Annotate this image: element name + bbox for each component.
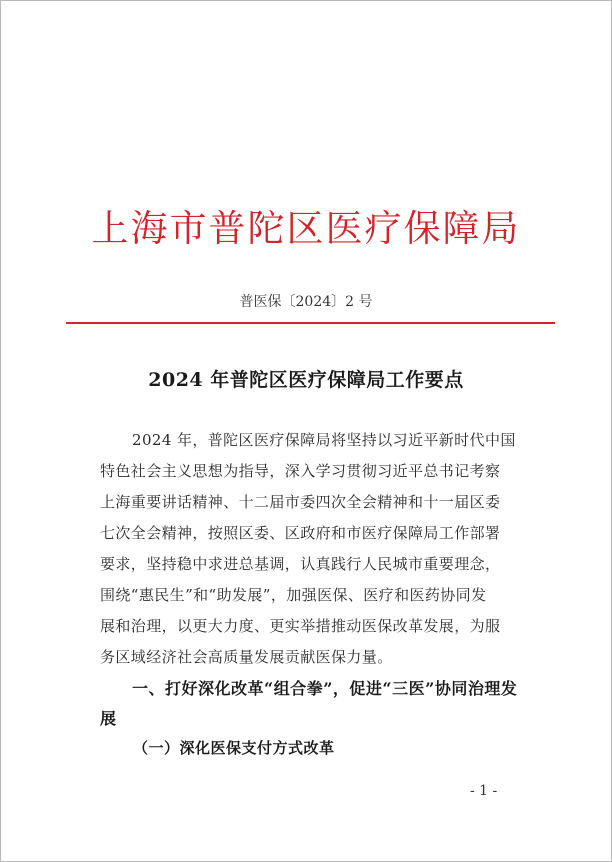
paragraph-line: 要求，坚持稳中求进总基调，认真践行人民城市重要理念，: [100, 555, 501, 573]
paragraph-line: 七次全会精神，按照区委、区政府和市医疗保障局工作部署: [100, 524, 501, 542]
issuing-organization-title: 上海市普陀区医疗保障局: [91, 207, 521, 250]
paragraph-line: 特色社会主义思想为指导，深入学习贯彻习近平总书记考察: [100, 462, 501, 480]
section-heading-continuation: 展: [100, 709, 117, 728]
subsection-heading: （一）深化医保支付方式改革: [133, 739, 335, 757]
document-number: 普医保〔2024〕2 号: [239, 294, 373, 310]
paragraph-line: 上海重要讲话精神、十二届市委四次全会精神和十一届区委: [100, 493, 501, 511]
paragraph-line: 展和治理，以更大力度、更实举措推动医保改革发展，为服: [100, 617, 501, 635]
paragraph-line: 围绕“惠民生”和“助发展”，加强医保、医疗和医药协同发: [100, 586, 487, 604]
red-separator-line: [66, 322, 555, 324]
paragraph-line: 2024 年，普陀区医疗保障局将坚持以习近平新时代中国: [132, 431, 516, 449]
paragraph-line: 务区域经济社会高质量发展贡献医保力量。: [100, 648, 393, 666]
document-title: 2024 年普陀区医疗保障局工作要点: [148, 369, 464, 391]
section-heading: 一、打好深化改革“组合拳”，促进“三医”协同治理发: [132, 679, 518, 698]
page-number: - 1 -: [470, 783, 498, 799]
